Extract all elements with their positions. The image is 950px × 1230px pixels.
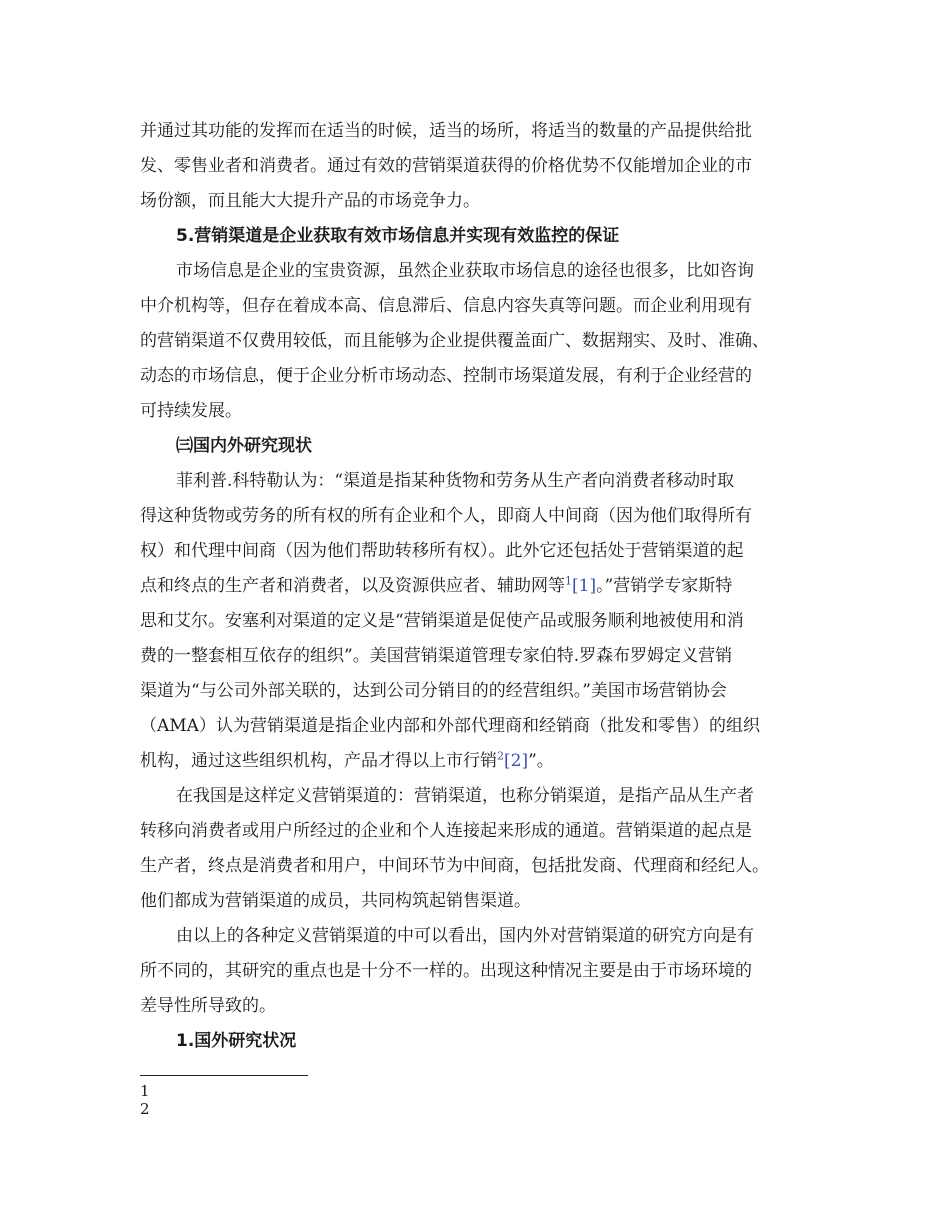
body-line: 可持续发展。 — [140, 401, 242, 421]
body-line: 动态的市场信息，便于企业分析市场动态、控制市场渠道发展，有利于企业经营的 — [140, 366, 752, 386]
body-text: 机构，通过这些组织机构，产品才得以上市行销 — [140, 751, 497, 771]
body-line: 权）和代理中间商（因为他们帮助转移所有权）。此外它还包括处于营销渠道的起 — [140, 541, 744, 561]
section-heading: 1.国外研究状况 — [176, 1031, 297, 1051]
section-heading: ㈢国内外研究现状 — [176, 436, 312, 456]
body-line: 市场信息是企业的宝贵资源，虽然企业获取市场信息的途径也很多，比如咨询 — [176, 261, 754, 281]
reference-link[interactable]: [2] — [504, 751, 529, 771]
footnote-divider — [140, 1075, 308, 1076]
body-text: ”。 — [528, 751, 554, 771]
body-line: 得这种货物或劳务的所有权的所有企业和个人，即商人中间商（因为他们取得所有 — [140, 506, 752, 526]
body-line: 中介机构等，但存在着成本高、信息滞后、信息内容失真等问题。而企业利用现有 — [140, 296, 752, 316]
body-text: 。”营销学专家斯特 — [596, 576, 733, 596]
body-text: 点和终点的生产者和消费者，以及资源供应者、辅助网等 — [140, 576, 565, 596]
body-line: 在我国是这样定义营销渠道的：营销渠道，也称分销渠道，是指产品从生产者 — [176, 786, 754, 806]
footnote-number: 2 — [140, 1100, 150, 1118]
footnote-number: 1 — [140, 1082, 150, 1100]
footnote-mark[interactable]: 1 — [565, 574, 572, 588]
body-line: 他们都成为营销渠道的成员，共同构筑起销售渠道。 — [140, 891, 531, 911]
body-line: 由以上的各种定义营销渠道的中可以看出，国内外对营销渠道的研究方向是有 — [176, 926, 754, 946]
body-line: 所不同的，其研究的重点也是十分不一样的。出现这种情况主要是由于市场环境的 — [140, 961, 752, 981]
footnote-mark[interactable]: 2 — [497, 749, 504, 763]
body-line: 差导性所导致的。 — [140, 996, 276, 1016]
body-line: 生产者，终点是消费者和用户，中间环节为中间商，包括批发商、代理商和经纪人。 — [140, 856, 769, 876]
body-line: 场份额，而且能大大提升产品的市场竞争力。 — [140, 191, 480, 211]
body-line: （AMA）认为营销渠道是指企业内部和外部代理商和经销商（批发和零售）的组织 — [140, 716, 760, 736]
body-line: 并通过其功能的发挥而在适当的时候，适当的场所，将适当的数量的产品提供给批 — [140, 121, 752, 141]
body-line: 发、零售业者和消费者。通过有效的营销渠道获得的价格优势不仅能增加企业的市 — [140, 156, 752, 176]
body-line: 的营销渠道不仅费用较低，而且能够为企业提供覆盖面广、数据翔实、及时、准确、 — [140, 331, 769, 351]
section-heading: 5.营销渠道是企业获取有效市场信息并实现有效监控的保证 — [176, 226, 620, 246]
body-line — [140, 750, 554, 772]
body-line: 思和艾尔。安塞利对渠道的定义是“营销渠道是促使产品或服务顺利地被使用和消 — [140, 611, 744, 631]
body-line: 转移向消费者或用户所经过的企业和个人连接起来形成的通道。营销渠道的起点是 — [140, 821, 752, 841]
reference-link[interactable]: [1] — [572, 576, 597, 596]
body-line: 费的一整套相互依存的组织”。美国营销渠道管理专家伯特.罗森布罗姆定义营销 — [140, 646, 733, 666]
body-line: 菲利普.科特勒认为：“渠道是指某种货物和劳务从生产者向消费者移动时取 — [176, 471, 735, 491]
body-line: 渠道为“与公司外部关联的，达到公司分销目的的经营组织。”美国市场营销协会 — [140, 681, 727, 701]
body-line — [140, 575, 732, 597]
